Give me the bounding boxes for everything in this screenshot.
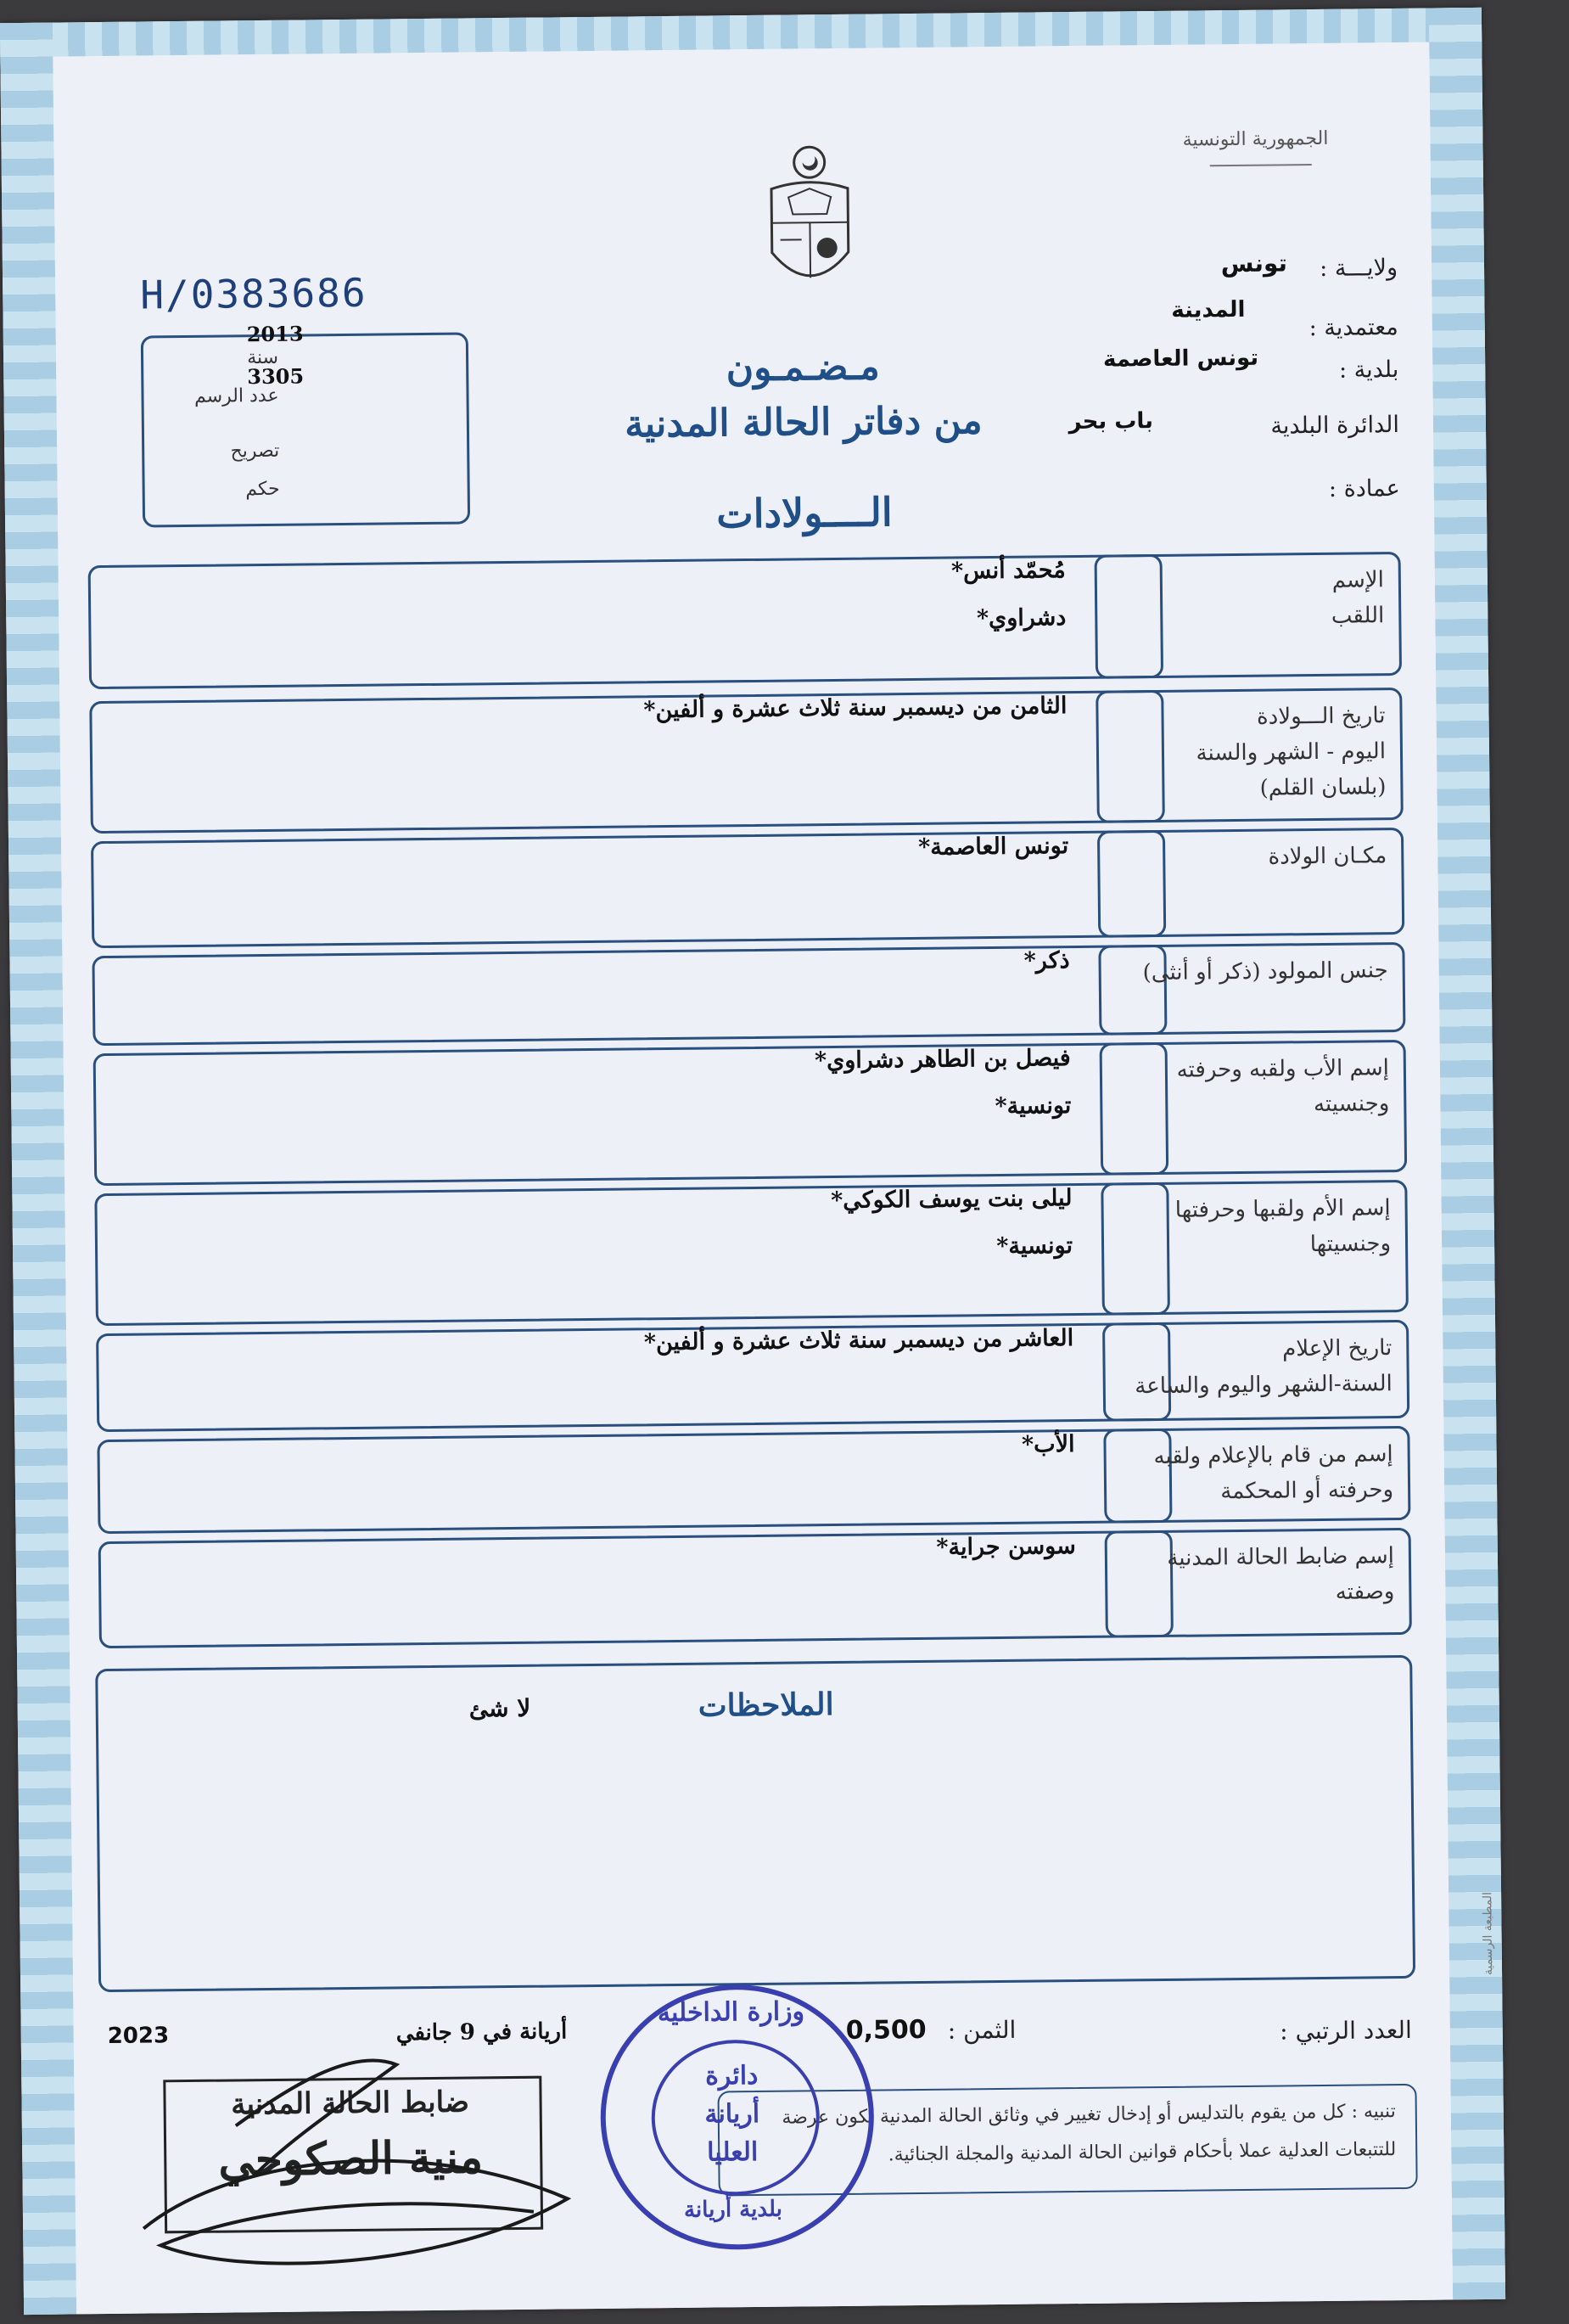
row-mother-label: إسم الأم ولقبها وحرفتها [1174, 1195, 1391, 1223]
row-declaration-date-label2: السنة-الشهر واليوم والساعة [1135, 1371, 1392, 1400]
issue-year: 2023 [107, 2023, 170, 2050]
row-name-label2: اللقب [1331, 603, 1385, 629]
row-declaration-date-value: العاشر من ديسمبر سنة ثلاث عشرة و ألفين* [643, 1325, 1074, 1356]
baladia-value: تونس العاصمة [1102, 345, 1259, 373]
row-name-value: مُحمّد أنس* [950, 557, 1066, 585]
row-mother-value: ليلى بنت يوسف الكوكي* [831, 1185, 1073, 1215]
judgment-label: حكم [245, 478, 280, 501]
omada-label: عمادة : [1328, 474, 1400, 502]
remarks-label: الملاحظات [698, 1687, 834, 1724]
serial-order-label: العدد الرتبي : [1280, 2015, 1412, 2046]
serial-number: H/0383686 [139, 269, 367, 318]
row-declarant-label: إسم من قام بالإعلام ولقبه [1153, 1441, 1393, 1470]
row-officer-value: سوسن جراية* [936, 1533, 1076, 1561]
row-father-label2: وجنسيته [1313, 1091, 1390, 1118]
row-father-value2: تونسية* [995, 1092, 1072, 1120]
document-sheet [0, 8, 1505, 2315]
tunisia-emblem-icon [758, 142, 861, 304]
warning-line1: تنبيه : كل من يقوم بالتدليس أو إدخال تغيير في وثائق الحالة المدنية يكون عرضة [782, 2101, 1396, 2129]
stamp-municipality: بلدية أريانة [683, 2196, 783, 2223]
row-declaration-date-label: تاريخ الإعلام [1282, 1335, 1392, 1362]
signature-stamp-title: ضابط الحالة المدنية [231, 2085, 470, 2122]
row-gender-value: ذكر* [1023, 947, 1070, 974]
row-declarant-label-box [1103, 1426, 1410, 1524]
issue-date: أريانة في 9 جانفي [395, 2018, 568, 2046]
wilaya-value: تونس [1220, 249, 1288, 278]
remarks-value: لا شئ [468, 1693, 531, 1723]
title-content: مـضـمـون [726, 345, 880, 390]
stamp-olya: العليا [706, 2136, 759, 2168]
row-birth-place-value: تونس العاصمة* [918, 833, 1069, 861]
row-birth-date-label3: (بلسان القلم) [1259, 774, 1387, 801]
row-birth-place-label: مكـان الولادة [1268, 843, 1387, 870]
divider [1210, 164, 1312, 166]
row-name-label: الإسم [1331, 567, 1385, 593]
row-birth-date-label2: اليوم - الشهر والسنة [1196, 738, 1387, 766]
row-birth-date-label: تاريخ الـــولادة [1256, 703, 1386, 730]
row-mother-value2: تونسية* [996, 1232, 1073, 1260]
stamp-daira: دائرة [704, 2060, 759, 2091]
daira-value: باب بحر [1068, 408, 1154, 435]
row-gender-label-box [1098, 942, 1405, 1036]
register-number-value: 3305 [247, 363, 305, 390]
register-number-label: عدد الرسم [193, 385, 279, 407]
row-mother-label2: وجنسيتها [1309, 1231, 1392, 1258]
row-gender-label: جنس المولود (ذكر أو أنثى) [1142, 957, 1388, 986]
stamp-ministry: وزارة الداخلية [657, 1996, 805, 2029]
price-value: 0,500 [845, 2014, 927, 2046]
row-officer-label: إسم ضابط الحالة المدنية [1167, 1543, 1395, 1571]
daira-label: الدائرة البلدية [1270, 411, 1400, 440]
warning-line2: للتتبعات العدلية عملا بأحكام قوانين الحالة المدنية والمجلة الجنائية. [888, 2139, 1397, 2166]
title-registers: من دفاتر الحالة المدنية [624, 399, 983, 446]
printer-mark: المطبعة الرسمية [1481, 1891, 1496, 1976]
row-declarant-value: الأب* [1021, 1431, 1075, 1458]
row-officer-label2: وصفته [1335, 1579, 1395, 1605]
declaration-label: تصريح [230, 440, 280, 463]
row-declarant-label2: وحرفته أو المحكمة [1220, 1477, 1394, 1505]
mootamadia-value: المدينة [1171, 296, 1246, 323]
document-body [53, 42, 1496, 2315]
register-year-value: 2013 [246, 321, 304, 347]
row-father-label: إسم الأب ولقبه وحرفته [1176, 1055, 1390, 1083]
republic-label: الجمهورية التونسية [1182, 127, 1329, 151]
wilaya-label: ولايـــة : [1320, 254, 1398, 282]
stamp-ariana: أريانة [704, 2098, 760, 2130]
register-box [141, 332, 470, 527]
signature-stamp-name: منية الصكوحي [218, 2131, 484, 2186]
row-name-value2: دشراوي* [976, 604, 1067, 632]
mootamadia-label: معتمدية : [1308, 313, 1398, 342]
price-label: الثمن : [947, 2015, 1017, 2045]
title-births: الــــولادات [716, 489, 893, 537]
register-year-label: سنة [247, 346, 279, 369]
row-father-value: فيصل بن الطاهر دشراوي* [814, 1045, 1071, 1075]
row-birth-date-value: الثامن من ديسمبر سنة ثلاث عشرة و ألفين* [643, 693, 1067, 724]
handwritten-signature [125, 2029, 602, 2288]
baladia-label: بلدية : [1338, 356, 1399, 384]
